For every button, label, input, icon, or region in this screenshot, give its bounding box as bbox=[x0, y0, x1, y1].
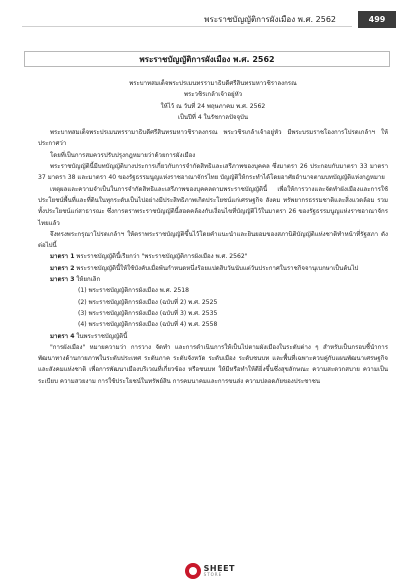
section-label: มาตรา 3 bbox=[50, 276, 75, 284]
logo-word: SHEET bbox=[203, 564, 235, 573]
necessity-paragraph: เหตุผลและความจำเป็นในการจำกัดสิทธิและเสรีภาพของบุคคลตามพระราชบัญญัตินี้ เพื่อให้การวางและจัดทำผังเมืองและการใช้ประโยชน์พื้นที่และที่ดินในทุกระดับเป็นไปอย่างมีประสิทธิภาพเกิดประโยชน์แก่เศรษฐกิจ สังคม ทรัพยากรธรรมชาติและสิ่งแวดล้อม รวมทั้งประโยชน์แก่สาธารณะ ซึ่งการตราพระราชบัญญัตินี้สอดคล้องกับเงื่อนไขที่บัญญัติไว้ในมาตรา 26 ของรัฐธรรมนูญแห่งราชอาณาจักรไทยแล้ว bbox=[38, 185, 388, 227]
repealed-act-item: (2) พระราชบัญญัติการผังเมือง (ฉบับที่ 2) พ.ศ. 2525 bbox=[78, 298, 218, 306]
section-3: มาตรา 3 ให้ยกเลิก bbox=[50, 276, 101, 284]
document-body bbox=[38, 78, 388, 387]
section-4: มาตรา 4 ในพระราชบัญญัตินี้ bbox=[50, 332, 128, 340]
king-short-name: พระวชิรเกล้าเจ้าอยู่หัว bbox=[183, 91, 243, 99]
repealed-act-item: (1) พระราชบัญญัติการผังเมือง พ.ศ. 2518 bbox=[78, 287, 189, 295]
reason-paragraph: โดยที่เป็นการสมควรปรับปรุงกฎหมายว่าด้วยการผังเมือง bbox=[50, 151, 196, 159]
enactment-paragraph: จึงทรงพระกรุณาโปรดเกล้าฯ ให้ตราพระราชบัญญัติขึ้นไว้โดยคำแนะนำและยินยอมของสภานิติบัญญัติแห่งชาติทำหน้าที่รัฐสภา ดังต่อไปนี้ bbox=[38, 230, 388, 250]
act-title: พระราชบัญญัติการผังเมือง พ.ศ. 2562 bbox=[139, 54, 275, 64]
king-name: พระบาทสมเด็จพระปรเมนทรรามาธิบดีศรีสินทรมหาวชิราลงกรณ bbox=[129, 80, 297, 87]
sheet-store-logo-icon bbox=[185, 563, 201, 579]
section-1: มาตรา 1 พระราชบัญญัตินี้เรียกว่า "พระราชบัญญัติการผังเมือง พ.ศ. 2562" bbox=[50, 253, 248, 261]
page-footer bbox=[0, 556, 416, 588]
restriction-paragraph: พระราชบัญญัตินี้มีบทบัญญัติบางประการเกี่ยวกับการจำกัดสิทธิและเสรีภาพของบุคคล ซึ่งมาตรา 26 ประกอบกับมาตรา 33 มาตรา 37 มาตรา 38 และมาตรา 40 ของรัฐธรรมนูญแห่งราชอาณาจักรไทย บัญญัติให้กระทำได้โดยอาศัยอำนาจตามบทบัญญัติแห่งกฎหมาย bbox=[38, 163, 388, 182]
section-label: มาตรา 1 bbox=[50, 253, 75, 261]
act-title-box bbox=[24, 51, 390, 67]
repealed-act-item: (4) พระราชบัญญัติการผังเมือง (ฉบับที่ 4) พ.ศ. 2558 bbox=[78, 321, 218, 329]
proclamation-paragraph: พระบาทสมเด็จพระปรเมนทรรามาธิบดีศรีสินทรมหาวชิราลงกรณ พระวชิรเกล้าเจ้าอยู่หัว มีพระบรมราชโองการโปรดเกล้าฯ ให้ประกาศว่า bbox=[38, 129, 388, 148]
given-date: ให้ไว้ ณ วันที่ 24 พฤษภาคม พ.ศ. 2562 bbox=[160, 102, 266, 110]
section-2: มาตรา 2 พระราชบัญญัตินี้ให้ใช้บังคับเมื่อพ้นกำหนดหนึ่งร้อยแปดสิบวันนับแต่วันประกาศในราชกิจจานุเบกษาเป็นต้นไป bbox=[50, 264, 359, 272]
logo-subword: STORE bbox=[203, 572, 223, 577]
header-rule bbox=[22, 26, 352, 27]
section-label: มาตรา 4 bbox=[50, 332, 75, 340]
sheet-store-logo bbox=[185, 560, 235, 582]
definition-paragraph: "การผังเมือง" หมายความว่า การวาง จัดทำ และการดำเนินการให้เป็นไปตามผังเมืองในระดับต่าง ๆ สำหรับเป็นกรอบชี้นำการพัฒนาทางด้านกายภาพในระดับประเทศ ระดับภาค ระดับจังหวัด ระดับเมือง ระดับชนบท และพื้นที่เฉพาะควบคู่กับแผนพัฒนาเศรษฐกิจและสังคมแห่งชาติ เพื่อการพัฒนาเมืองบริเวณที่เกี่ยวข้อง หรือชนบท ให้มีหรือทำให้ดียิ่งขึ้นซึ่งสุขลักษณะ ความสะดวกสบาย ความเป็นระเบียบ ความสวยงาม การใช้ประโยชน์ในทรัพย์สิน การคมนาคมและการขนส่ง ความปลอดภัยของประชาชน bbox=[38, 343, 388, 385]
section-label: มาตรา 2 bbox=[50, 264, 75, 272]
page-number-badge: 499 bbox=[358, 11, 396, 28]
repealed-act-item: (3) พระราชบัญญัติการผังเมือง (ฉบับที่ 3) พ.ศ. 2535 bbox=[78, 309, 218, 317]
page-header bbox=[0, 0, 416, 40]
running-title: พระราชบัญญัติการผังเมือง พ.ศ. 2562 bbox=[204, 15, 336, 24]
reign-year: เป็นปีที่ 4 ในรัชกาลปัจจุบัน bbox=[177, 113, 249, 121]
